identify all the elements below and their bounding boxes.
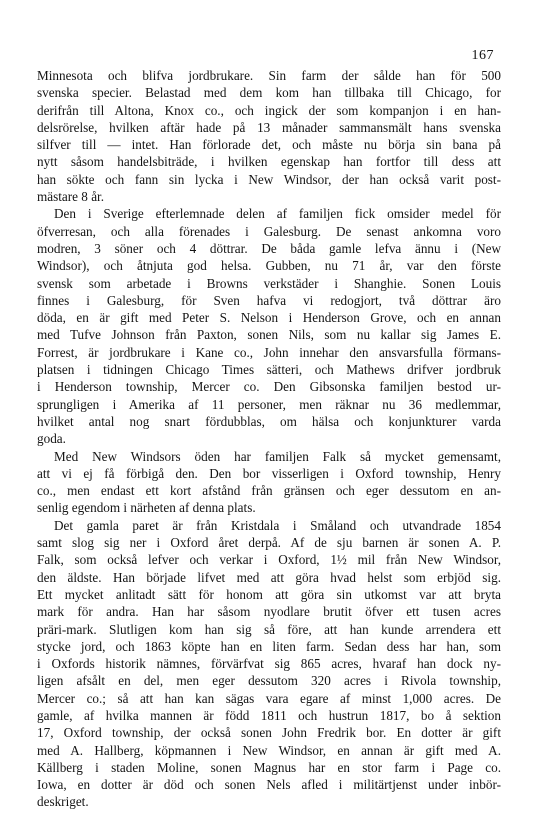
text-line: Windsor), och åtnjuta god helsa. Gubben, nu 71 år, var den förste <box>37 258 501 274</box>
text-line: han sökte och fann sin lycka i New Windsor, der han också varit post- <box>37 171 501 187</box>
paragraph <box>37 448 501 517</box>
text-line: platsen i tidningen Chicago Times sätteri, och Mathews drifver jordbruk <box>37 362 501 378</box>
text-line: mark för andra. Han har såsom nyodlare brutit öfver ett tusen acres <box>37 604 501 620</box>
text-line: samt slog sig ner i Oxford året derpå. Af de sju barnen är sonen A. P. <box>37 535 501 551</box>
text-line: i Oxfords historik nämnes, förvärfvat sig 865 acres, hvaraf han dock ny- <box>37 656 501 672</box>
text-line: den äldste. Han började lifvet med att göra hvad helst som erbjöd sig. <box>37 569 501 585</box>
text-line: Det gamla paret är från Kristdala i Småland och utvandrade 1854 <box>54 517 501 533</box>
text-line: ligen afsålt en del, men eger dessutom 320 acres i Rivola township, <box>37 673 501 689</box>
text-line: Mercer co.; så att han kan sägas vara egare af minst 1,000 acres. De <box>37 690 501 706</box>
text-line: Den i Sverige efterlemnade delen af familjen fick omsider medel för <box>54 206 501 222</box>
paragraph <box>37 205 501 447</box>
text-line: senlig egendom i närheten af denna plats. <box>37 500 256 516</box>
text-line: Med New Windsors öden har familjen Falk så mycket gemensamt, <box>54 448 501 464</box>
text-line: co., men endast ett kort afstånd från gränsen och eger dessutom en an- <box>37 483 501 499</box>
text-line: silfver till — intet. Han förlorade det, och måste nu börja sin bana på <box>37 137 501 153</box>
text-line: stycke jord, och 1863 köpte han en liten farm. Sedan dess har han, som <box>37 638 501 654</box>
text-line: goda. <box>37 431 66 447</box>
text-line: modren, 3 söner och 4 döttrar. De båda gamle lefva ännu i (New <box>37 240 501 256</box>
text-line: Falk, som också lefver och verkar i Oxford, 1½ mil från New Windsor, <box>37 552 501 568</box>
text-line: präri-mark. Slutligen kom han sig så före, att han kunde arrendera ett <box>37 621 501 637</box>
text-line: Iowa, en dotter är död och sonen Nels afled i militärtjenst under inbör- <box>37 777 501 793</box>
paragraph <box>37 67 501 205</box>
text-line: med Tufve Johnson från Paxton, sonen Nils, som nu kallar sig James E. <box>37 327 501 343</box>
text-line: döda, en är gift med Peter S. Nelson i Henderson Grove, och en annan <box>37 310 501 326</box>
text-line: i Henderson township, Mercer co. Den Gibsonska familjen bestod ur- <box>37 379 501 395</box>
page-number: 167 <box>471 48 494 63</box>
text-line: finnes i Galesburg, för Sven hafva vi redogjort, två döttrar äro <box>37 292 501 308</box>
text-line: Forrest, är jordbrukare i Kane co., John innehar den ansvarsfulla förmans- <box>37 344 501 360</box>
text-line: svensk som arbetade i Browns verkstäder i Shanghie. Sonen Louis <box>37 275 501 291</box>
text-line: mästare 8 år. <box>37 189 105 205</box>
text-line: sprungligen i Amerika af 11 personer, men räknar nu 36 medlemmar, <box>37 396 501 412</box>
text-line: deskriget. <box>37 794 89 810</box>
paragraph <box>37 517 501 811</box>
text-line: 17, Oxford township, der också sonen John Fredrik bor. En dotter är gift <box>37 725 501 741</box>
text-line: öfverresan, och alla förenades i Galesburg. De senast ankomna voro <box>37 223 501 239</box>
text-line: nytt såsom handelsbiträde, i hvilken egenskap han fortfor till dess att <box>37 154 501 170</box>
text-line: hvilket antal nog snart fördubblas, om hälsa och konjunkturer varda <box>37 413 501 429</box>
body-text <box>37 67 501 811</box>
text-line: gamle, af hvilka mannen är född 1811 och hustrun 1817, bo å sektion <box>37 707 501 723</box>
text-line: Minnesota och blifva jordbrukare. Sin farm der sålde han för 500 <box>37 68 501 83</box>
text-line: delsrörelse, hvilken aftär hade på 13 månader sammansmält hans svenska <box>37 119 501 135</box>
text-line: Källberg i staden Moline, sonen Magnus har en stor farm i Page co. <box>37 759 501 775</box>
text-line: med A. Hallberg, köpmannen i New Windsor, en annan är gift med A. <box>37 742 501 758</box>
text-line: svenska specier. Belastad med dem kom han tillbaka till Chicago, for <box>37 85 501 101</box>
text-line: derifrån till Altona, Knox co., och ingick der som kompanjon i en han- <box>37 102 501 118</box>
text-line: Ett mycket anlitadt sätt för honom att göra sin utkomst var att bryta <box>37 586 501 602</box>
text-line: att vi ej få förbigå den. Den bor visserligen i Oxford township, Henry <box>37 465 501 481</box>
